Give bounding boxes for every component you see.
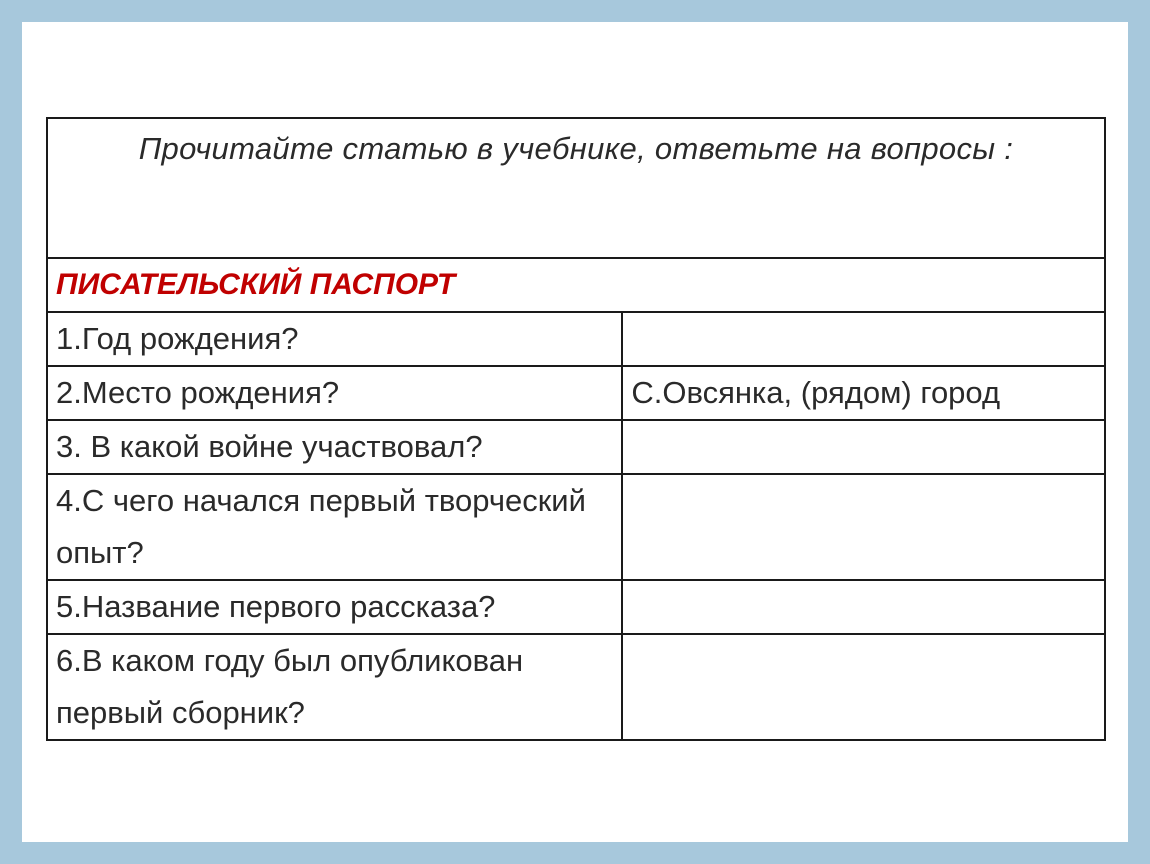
section-title-row bbox=[47, 258, 1105, 312]
table-row bbox=[47, 420, 1105, 474]
table-row bbox=[47, 580, 1105, 634]
instruction-row bbox=[47, 118, 1105, 258]
slide bbox=[22, 22, 1128, 842]
answer-cell bbox=[622, 580, 1105, 634]
table-row bbox=[47, 312, 1105, 366]
answer-cell bbox=[622, 312, 1105, 366]
table-row bbox=[47, 474, 1105, 580]
answer-cell bbox=[622, 634, 1105, 740]
question-cell: 5.Название первого рассказа? bbox=[47, 580, 622, 634]
instruction-text: Прочитайте статью в учебнике, ответьте на вопросы : bbox=[47, 118, 1105, 258]
question-cell: 2.Место рождения? bbox=[47, 366, 622, 420]
section-title: ПИСАТЕЛЬСКИЙ ПАСПОРТ bbox=[47, 258, 1105, 312]
question-cell: 3. В какой войне участвовал? bbox=[47, 420, 622, 474]
answer-cell bbox=[622, 474, 1105, 580]
table-row bbox=[47, 634, 1105, 740]
answer-cell bbox=[622, 420, 1105, 474]
question-cell: 6.В каком году был опубликован первый сборник? bbox=[47, 634, 622, 740]
writer-passport-table bbox=[46, 117, 1106, 741]
answer-cell: С.Овсянка, (рядом) город bbox=[622, 366, 1105, 420]
question-cell: 1.Год рождения? bbox=[47, 312, 622, 366]
question-cell: 4.С чего начался первый творческий опыт? bbox=[47, 474, 622, 580]
table-row bbox=[47, 366, 1105, 420]
